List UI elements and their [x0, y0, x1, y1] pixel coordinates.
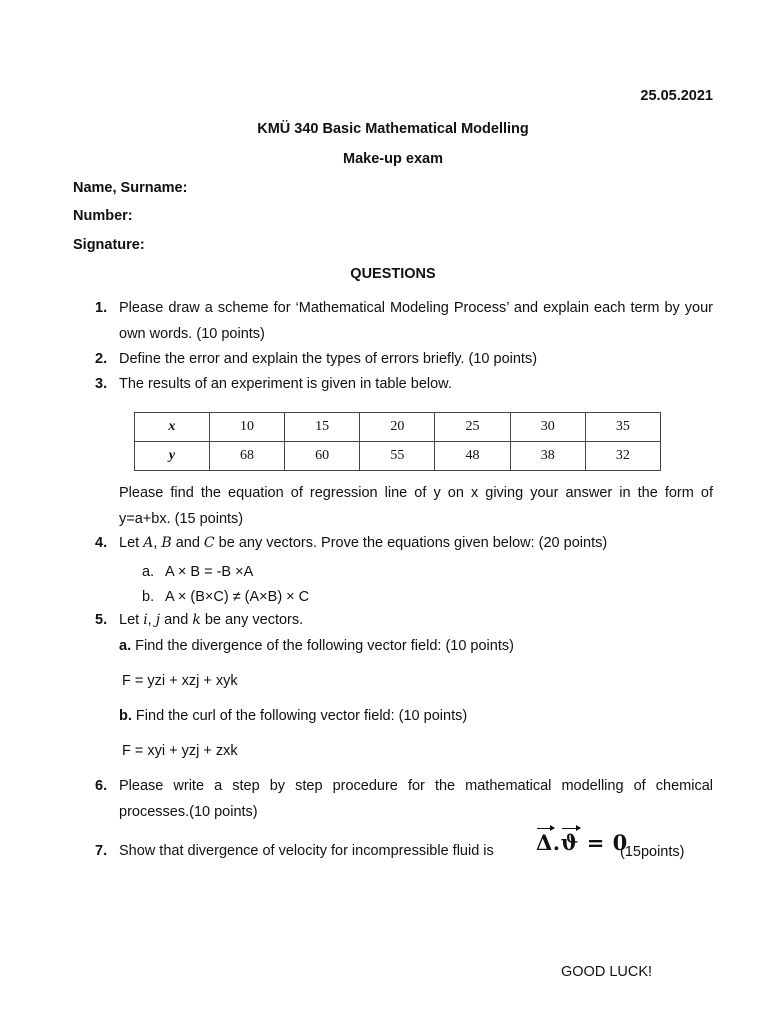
- number-field: Number:: [73, 208, 133, 224]
- question-5a-text: Find the divergence of the following vector field: (10 points): [135, 638, 514, 654]
- question-5b: [119, 706, 467, 726]
- table-cell: 25: [435, 413, 510, 442]
- question-5a: [119, 636, 514, 656]
- question-number: 5.: [95, 612, 108, 628]
- question-4a-expression: A × B = -B ×A: [165, 564, 254, 580]
- question-5b-formula: F = xyi + yzj + zxk: [122, 743, 238, 759]
- divergence-equation: Δ.ϑ = 0: [536, 830, 628, 855]
- exam-type: Make-up exam: [343, 151, 443, 167]
- table-cell: 60: [285, 442, 360, 471]
- question-number: 7.: [95, 843, 108, 859]
- table-cell: 35: [585, 413, 660, 442]
- question-6: [95, 774, 713, 825]
- table-cell: 15: [285, 413, 360, 442]
- question-text: Show that divergence of velocity for incompressible fluid is: [119, 843, 494, 859]
- table-cell: 48: [435, 442, 510, 471]
- table-cell: 30: [510, 413, 585, 442]
- question-number: 4.: [95, 535, 108, 551]
- table-cell: 10: [209, 413, 284, 442]
- question-text: Please draw a scheme for ‘Mathematical Modeling Process’ and explain each term by your own words. (10 points): [119, 300, 713, 342]
- question-5b-text: Find the curl of the following vector field: (10 points): [135, 708, 468, 724]
- question-7-points: (15points): [620, 844, 685, 860]
- questions-heading: QUESTIONS: [350, 266, 436, 282]
- question-number: 2.: [95, 351, 108, 367]
- table-cell: 32: [585, 442, 660, 471]
- question-4a-label: a.: [142, 564, 155, 580]
- question-5b-label: b.: [119, 708, 132, 724]
- question-5a-label: a.: [119, 638, 132, 654]
- question-text: Please write a step by step procedure for the mathematical modelling of chemical processes.(10 points): [119, 778, 713, 820]
- question-text: Define the error and explain the types of errors briefly. (10 points): [119, 351, 538, 367]
- question-4b-expression: A × (B×C) ≠ (A×B) × C: [165, 589, 310, 605]
- table-cell: 38: [510, 442, 585, 471]
- table-cell: 20: [360, 413, 435, 442]
- table-cell: 68: [209, 442, 284, 471]
- question-text: The results of an experiment is given in table below.: [119, 376, 452, 392]
- question-4b-label: b.: [142, 589, 155, 605]
- question-3: [95, 372, 713, 398]
- table-cell: 55: [360, 442, 435, 471]
- question-1: [95, 296, 713, 347]
- question-number: 6.: [95, 778, 108, 794]
- question-text: Let A, B and C be any vectors. Prove the equations given below: (20 points): [119, 535, 608, 551]
- course-title: KMÜ 340 Basic Mathematical Modelling: [257, 121, 529, 137]
- exam-date: 25.05.2021: [640, 88, 713, 104]
- question-text: Let i, j and k be any vectors.: [119, 612, 304, 628]
- question-5: [95, 608, 713, 634]
- question-number: 1.: [95, 300, 108, 316]
- table-header-y: y: [135, 442, 210, 471]
- question-2: [95, 347, 713, 373]
- question-3-followup: [95, 481, 713, 532]
- experiment-table: [134, 412, 661, 471]
- table-header-x: x: [135, 413, 210, 442]
- table-row: [135, 413, 661, 442]
- question-number: 3.: [95, 376, 108, 392]
- question-text: Please find the equation of regression line of y on x giving your answer in the form of y=a+bx. (15 points): [119, 485, 713, 527]
- table-row: [135, 442, 661, 471]
- question-4: [95, 531, 713, 557]
- question-5a-formula: F = yzi + xzj + xyk: [122, 673, 238, 689]
- name-surname-field: Name, Surname:: [73, 180, 188, 196]
- good-luck-footer: GOOD LUCK!: [561, 964, 653, 980]
- signature-field: Signature:: [73, 237, 145, 253]
